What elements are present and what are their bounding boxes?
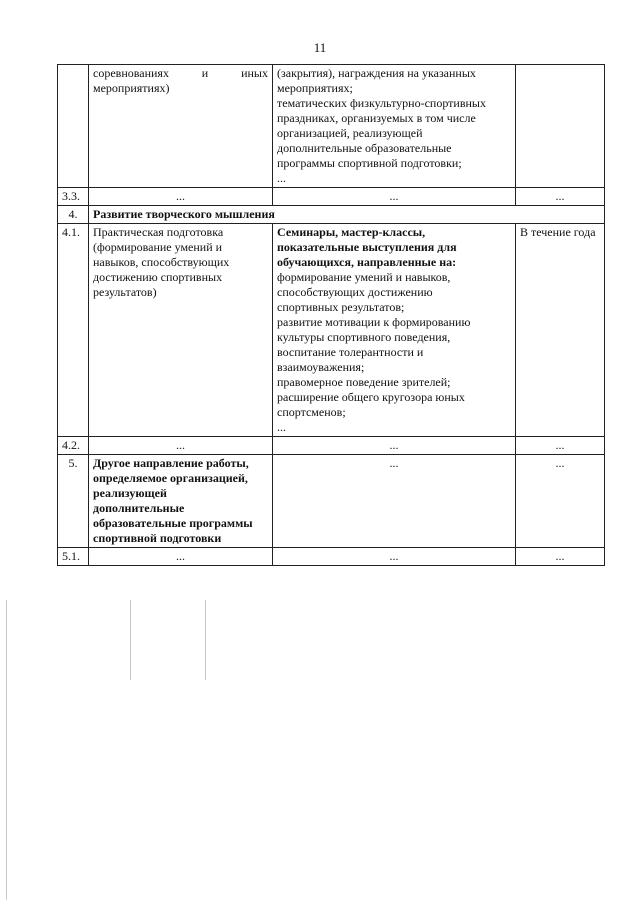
table-row-4-1 bbox=[58, 224, 605, 437]
cell-content: Семинары, мастер-классы, показательные выступления для обучающихся, направленные на: формирование умений и навыков, способствующих достижению спортивных результатов; развитие мотивации к формированию культуры спортивного поведения, воспитание толерантности и взаимоуважения; правомерное поведение зрителей; расширение общего кругозора юных спортсменов; ... bbox=[273, 224, 516, 437]
cell-deadline bbox=[516, 65, 605, 188]
section-row-4 bbox=[58, 206, 605, 224]
cell-content: (закрытия), награждения на указанных мероприятиях; тематических физкультурно-спортивных праздниках, организуемых в том числе организацией, реализующей дополнительные образовательные программы спортивной подготовки; ... bbox=[273, 65, 516, 188]
table-row-continued bbox=[58, 65, 605, 188]
row-number: 4.2. bbox=[58, 437, 89, 455]
row-number: 4.1. bbox=[58, 224, 89, 437]
cell-deadline: ... bbox=[516, 548, 605, 566]
cell-content: ... bbox=[273, 455, 516, 548]
cell-activity: Практическая подготовка (формирование умений и навыков, способствующих достижению спортивных результатов) bbox=[89, 224, 273, 437]
cell-activity: ... bbox=[89, 548, 273, 566]
table-row-5-1 bbox=[58, 548, 605, 566]
scan-artifact bbox=[130, 600, 131, 680]
cell-num bbox=[58, 65, 89, 188]
table-row-4-2 bbox=[58, 437, 605, 455]
section-number: 4. bbox=[58, 206, 89, 224]
table-row-3-3 bbox=[58, 188, 605, 206]
cell-deadline: ... bbox=[516, 437, 605, 455]
page-number: 11 bbox=[313, 40, 327, 55]
row-number: 3.3. bbox=[58, 188, 89, 206]
cell-content: ... bbox=[273, 188, 516, 206]
cell-deadline: ... bbox=[516, 455, 605, 548]
cell-activity: ... bbox=[89, 188, 273, 206]
section-title: Другое направление работы, определяемое организацией, реализующей дополнительные образовательные программы спортивной подготовки bbox=[89, 455, 273, 548]
plan-table bbox=[57, 64, 605, 566]
cell-content: ... bbox=[273, 437, 516, 455]
section-number: 5. bbox=[58, 455, 89, 548]
section-row-5 bbox=[58, 455, 605, 548]
cell-content: ... bbox=[273, 548, 516, 566]
row-number: 5.1. bbox=[58, 548, 89, 566]
cell-deadline: ... bbox=[516, 188, 605, 206]
scan-artifact bbox=[6, 600, 7, 900]
scan-artifact bbox=[205, 600, 206, 680]
cell-activity: ... bbox=[89, 437, 273, 455]
section-title: Развитие творческого мышления bbox=[89, 206, 605, 224]
cell-activity: соревнованиях и иных мероприятиях) bbox=[89, 65, 273, 188]
cell-deadline: В течение года bbox=[516, 224, 605, 437]
